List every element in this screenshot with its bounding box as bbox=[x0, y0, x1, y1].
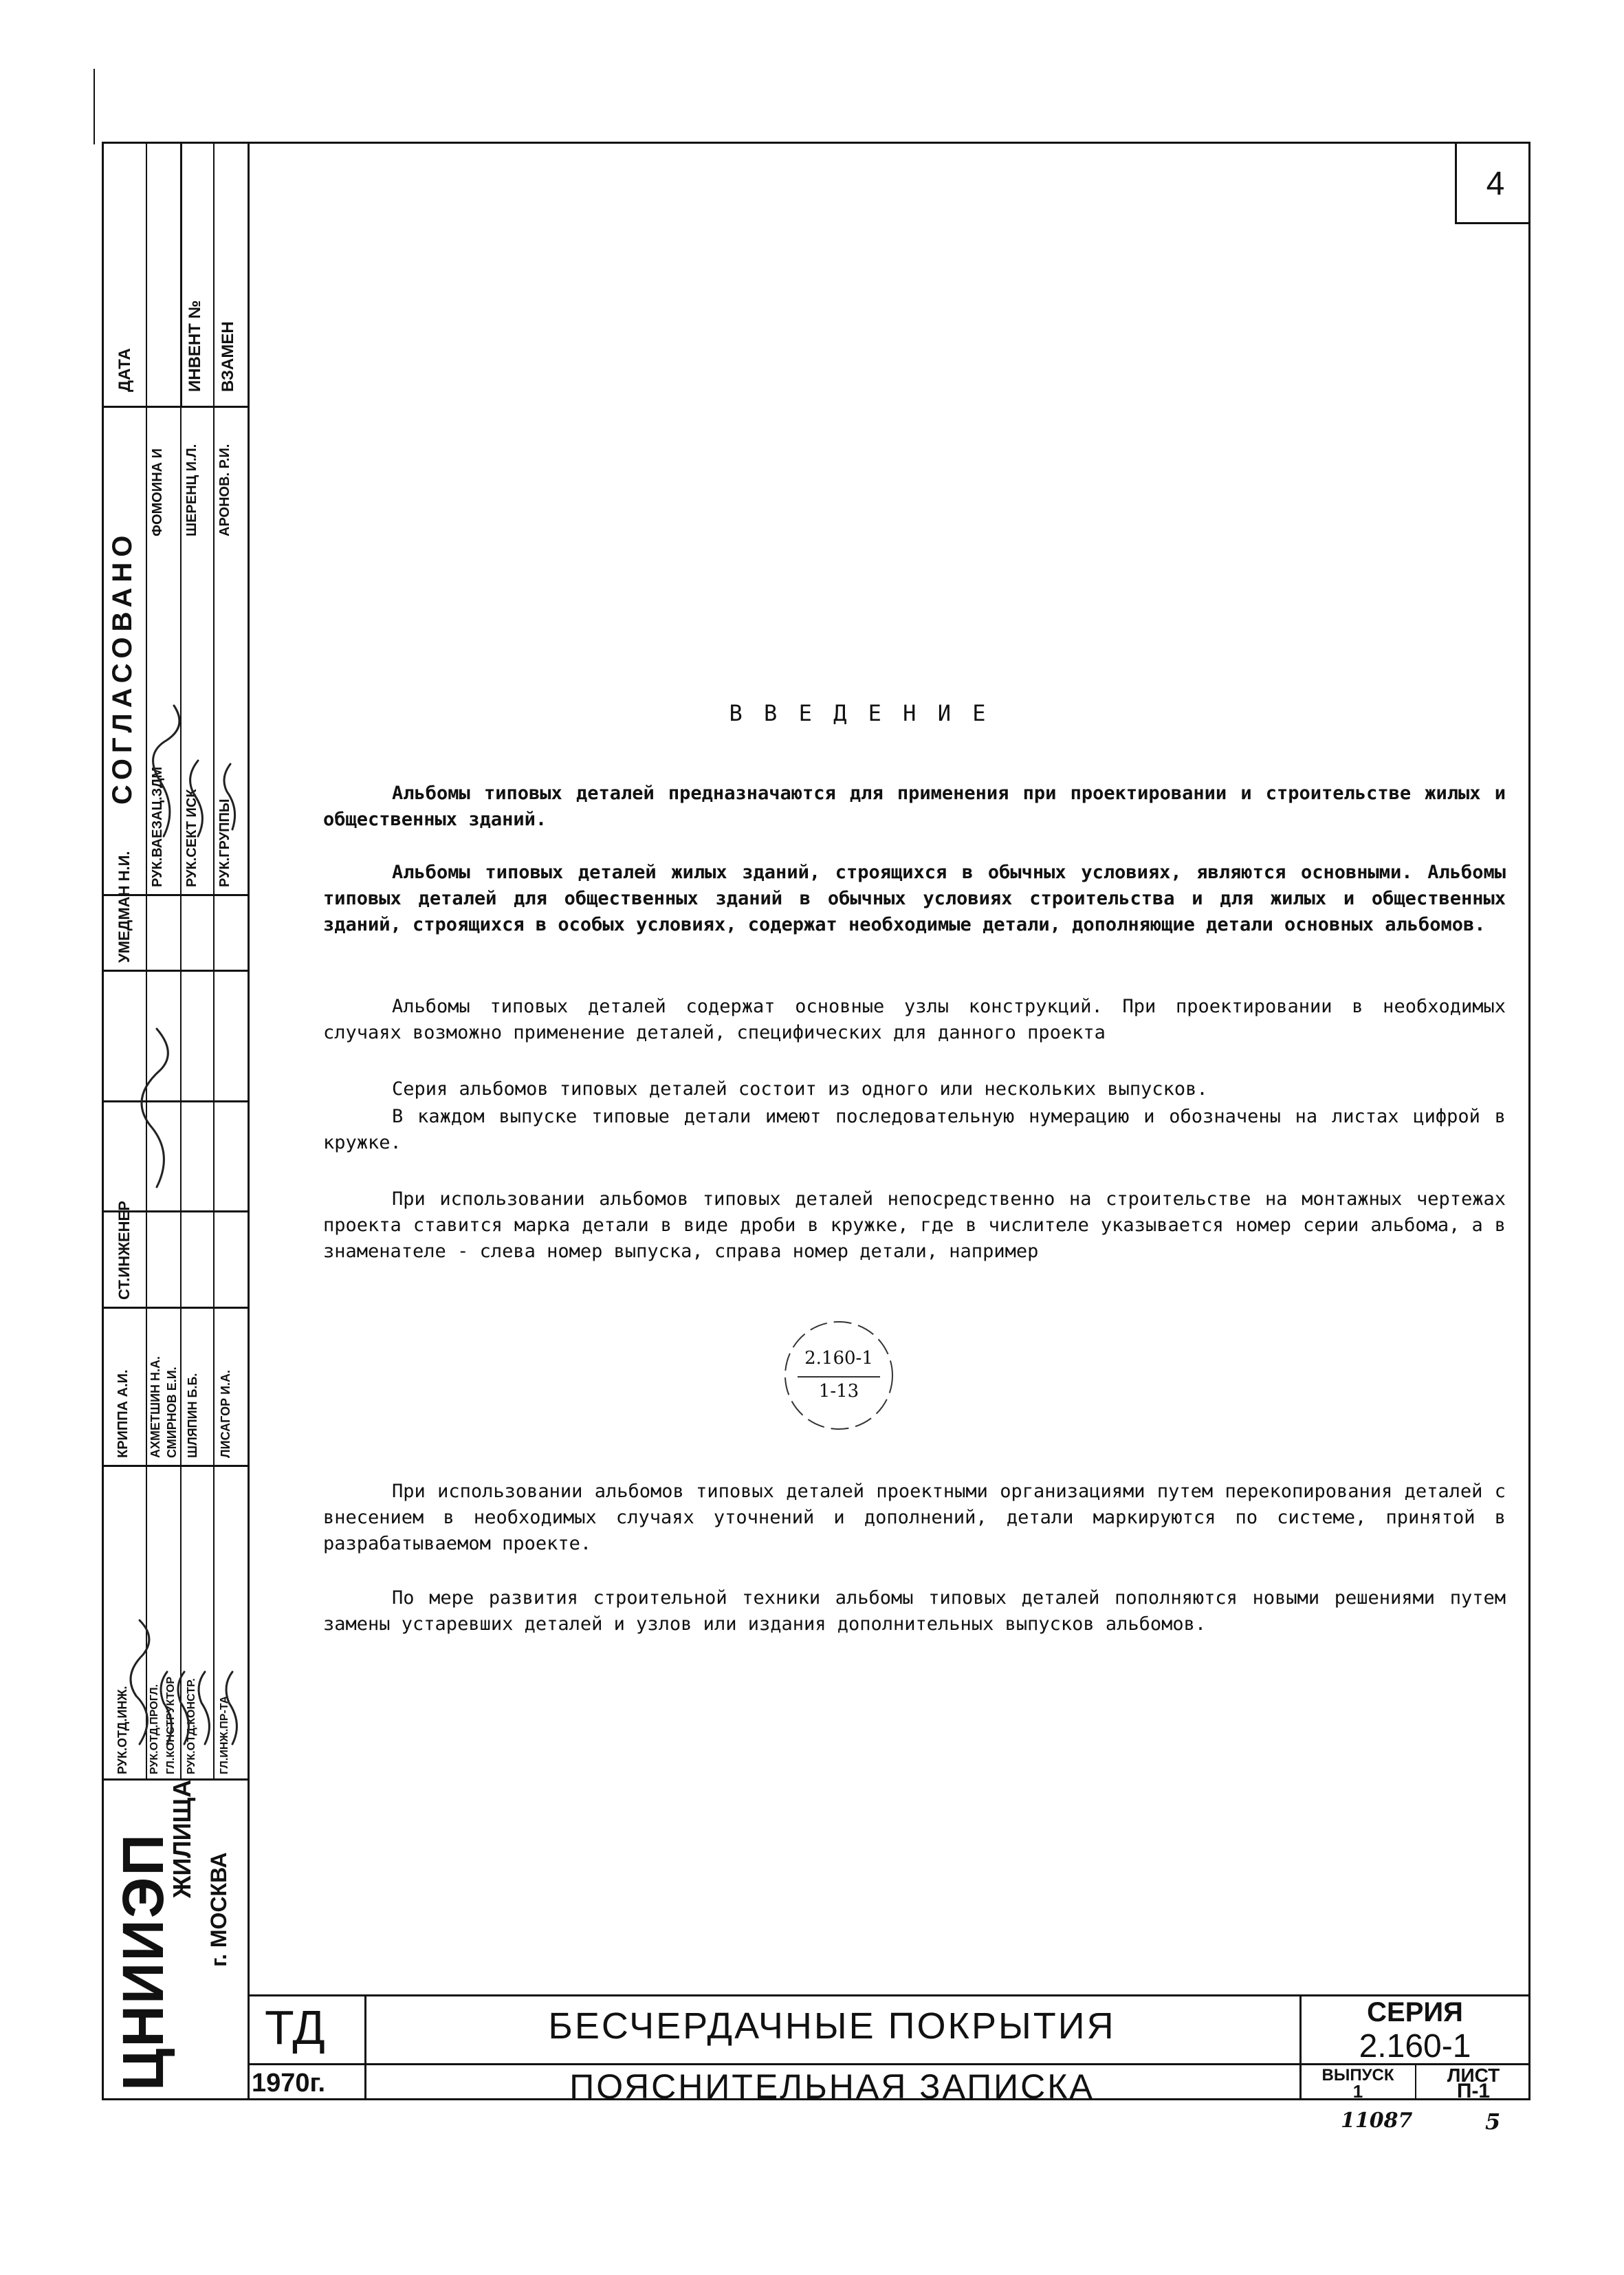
detail-mark-denominator: 1-13 bbox=[818, 1381, 859, 1402]
paragraph-3: Альбомы типовых деталей содержат основные узлы конструкций. При проектировании в необходимых случаях возможно применение деталей, специфических для данного проекта bbox=[323, 996, 1506, 1043]
stamp-person-role-5: ГЛ.ИНЖ.ПР-ТА bbox=[219, 1695, 230, 1774]
stamp-org-city: г. МОСКВА bbox=[206, 1852, 231, 1967]
list-value: П-1 bbox=[1456, 2080, 1491, 2102]
stamp-sogl-name-3: АРОНОВ. Р.И. bbox=[217, 444, 232, 536]
page-heading: В В Е Д Е Н И Е bbox=[729, 700, 990, 726]
stamp-invent-label: ИНВЕНТ № bbox=[186, 300, 204, 392]
paragraph-6: При использовании альбомов типовых деталей непосредственно на строительстве на монтажных чертежах проекта ставится марка детали в виде дроби в кружке, где в числителе указывается номер серии альбома, а в знаменателе - слева номер выпуска, справа номер детали, например bbox=[323, 1188, 1506, 1262]
stamp-vzamen-label: ВЗАМЕН bbox=[219, 321, 237, 392]
vypusk-value: 1 bbox=[1352, 2081, 1363, 2102]
page-number: 4 bbox=[1486, 166, 1505, 202]
detail-mark-numerator: 2.160-1 bbox=[804, 1348, 873, 1369]
stamp-soglasovano: СОГЛАСОВАНО bbox=[107, 530, 138, 805]
stamp-person-name-5: ЛИСАГОР И.А. bbox=[219, 1369, 232, 1458]
stamp-org-sub: ЖИЛИЩА bbox=[168, 1779, 196, 1898]
title-block-col-3 bbox=[1415, 2063, 1416, 2100]
title-main: БЕСЧЕРДАЧНЫЕ ПОКРЫТИЯ bbox=[548, 2005, 1116, 2047]
stamp-sogl-role-3: РУК.ГРУППЫ bbox=[217, 798, 232, 887]
title-sub: ПОЯСНИТЕЛЬНАЯ ЗАПИСКА bbox=[569, 2067, 1095, 2106]
stamp-sogl-role-2: РУК.СЕКТ ИСК bbox=[184, 789, 199, 887]
series-value: 2.160-1 bbox=[1359, 2028, 1471, 2065]
stamp-person-name-4: ШЛЯПИН Б.Б. bbox=[186, 1373, 199, 1458]
stamp-umedman: УМЕДМАН Н.И. bbox=[116, 851, 133, 963]
stamp-person-role-4: РУК.ОТД.КОНСТР. bbox=[186, 1678, 197, 1774]
paragraph-8: По мере развития строительной техники альбомы типовых деталей пополняются новыми решениями путем замены устаревших деталей и узлов или издания дополнительных выпусков альбомов. bbox=[323, 1587, 1506, 1635]
stamp-person-name-2: АХМЕТШИН Н.А. bbox=[149, 1356, 162, 1458]
paragraph-5: В каждом выпуске типовые детали имеют последовательную нумерацию и обозначены на листах цифрой в кружке. bbox=[323, 1106, 1506, 1153]
paragraph-4: Серия альбомов типовых деталей состоит из одного или нескольких выпусков. bbox=[392, 1078, 1208, 1100]
title-year: 1970г. bbox=[252, 2069, 326, 2098]
stamp-stinzhener: СТ.ИНЖЕНЕР bbox=[116, 1201, 133, 1300]
stamp-sogl-name-2: ШЕРЕНЦ И.Л. bbox=[184, 444, 199, 536]
stamp-person-name-3: СМИРНОВ Е.И. bbox=[165, 1367, 179, 1458]
stamp-person-name-1: КРИППА А.И. bbox=[116, 1369, 131, 1458]
stamp-date-label: ДАТА bbox=[116, 348, 134, 392]
scan-margin-line bbox=[94, 69, 95, 144]
stamp-person-role-3: ГЛ.КОНСТРУКТОР bbox=[165, 1676, 177, 1774]
paragraph-2: Альбомы типовых деталей жилых зданий, строящихся в обычных условиях, являются основными. Альбомы типовых деталей для общественных зданий в обычных условиях строительства и для жилых и общественных зданий, строящихся в особых условиях, содержат необходимые детали, дополняющие детали основных альбомов. bbox=[323, 862, 1506, 935]
series-label: СЕРИЯ bbox=[1367, 1997, 1463, 2027]
side-stamp-border bbox=[248, 142, 250, 2100]
footer-number: 11087 bbox=[1341, 2109, 1413, 2133]
paragraph-7: При использовании альбомов типовых деталей проектными организациями путем перекопирования деталей с внесением в необходимых случаях уточнений и дополнений, детали маркируются по системе, принятой в разрабатываемом проекте. bbox=[323, 1481, 1506, 1554]
stamp-person-role-1: РУК.ОТД.ИНЖ. bbox=[116, 1686, 129, 1774]
title-block-top bbox=[248, 1994, 1530, 1996]
title-block-col-1 bbox=[364, 1994, 366, 2100]
stamp-person-role-2: РУК.ОТД.ПРОГЛ. bbox=[149, 1684, 160, 1774]
stamp-sogl-role-1: РУК.ВАЕЗАЦ.ЗДМ bbox=[150, 766, 165, 887]
list-label: ЛИСТ bbox=[1447, 2065, 1500, 2086]
stamp-sogl-name-1: ФОМОИНА И bbox=[150, 448, 165, 536]
footer-sheet: 5 bbox=[1485, 2109, 1501, 2135]
title-td: ТД bbox=[265, 2001, 325, 2054]
paragraph-1: Альбомы типовых деталей предназначаются для применения при проектировании и строительстве жилых и общественных зданий. bbox=[323, 783, 1506, 830]
vypusk-label: ВЫПУСК bbox=[1321, 2066, 1394, 2084]
detail-mark-circle bbox=[777, 1314, 901, 1437]
stamp-org-name: ЦНИИЭП bbox=[111, 1833, 175, 2091]
